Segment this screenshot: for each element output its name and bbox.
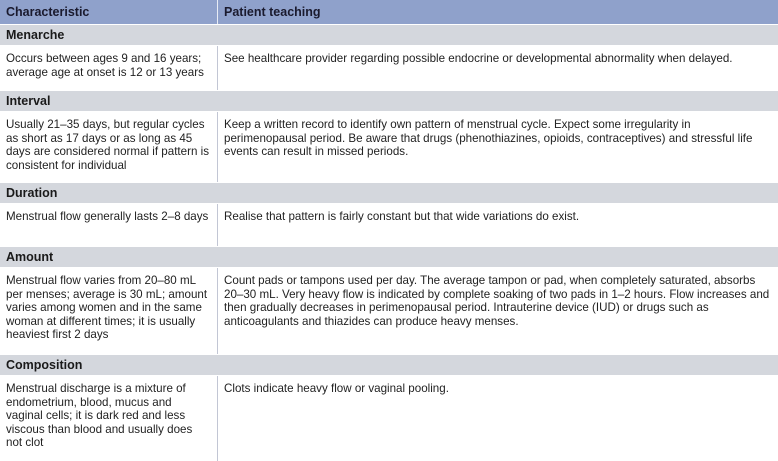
teaching-cell: Keep a written record to identify own pattern of menstrual cycle. Expect some irregularity in perimenopausal period. Be aware that drugs (phenothiazines, opioids, contraceptives) and stressful life events can result in missed periods. — [217, 112, 778, 182]
section-header-amount — [0, 246, 778, 268]
header-characteristic: Characteristic — [6, 5, 90, 19]
section-header-duration — [0, 182, 778, 204]
characteristic-cell: Usually 21–35 days, but regular cycles as short as 17 days or as long as 45 days are considered normal if pattern is consistent for individual — [6, 118, 209, 172]
teaching-cell: See healthcare provider regarding possible endocrine or developmental abnormality when delayed. — [217, 46, 778, 90]
section-title: Duration — [6, 186, 58, 200]
section-title: Amount — [6, 250, 54, 264]
teaching-cell: Count pads or tampons used per day. The average tampon or pad, when completely saturated, absorbs 20–30 mL. Very heavy flow is indicated by complete soaking of two pads in 1–2 hours. Flow increases and then gradually decreases in perimenopausal period. Intrauterine device (IUD) or drugs such as anticoagulants and thiazides can produce heavy menses. — [217, 268, 778, 354]
characteristic-cell: Occurs between ages 9 and 16 years; average age at onset is 12 or 13 years — [6, 52, 204, 79]
section-header-composition — [0, 354, 778, 376]
header-patient-teaching: Patient teaching — [217, 0, 778, 24]
section-title: Menarche — [6, 28, 65, 42]
section-header-menarche — [0, 24, 778, 46]
characteristic-cell: Menstrual discharge is a mixture of endometrium, blood, mucus and vaginal cells; it is dark red and less viscous than blood and usually does not clot — [6, 382, 193, 449]
table-row — [0, 112, 778, 182]
teaching-cell: Realise that pattern is fairly constant but that wide variations do exist. — [217, 204, 778, 246]
table-row — [0, 46, 778, 90]
table-row — [0, 204, 778, 246]
table-header-row — [0, 0, 778, 24]
section-title: Composition — [6, 358, 83, 372]
table-row — [0, 268, 778, 354]
section-header-interval — [0, 90, 778, 112]
characteristic-cell: Menstrual flow varies from 20–80 mL per menses; average is 30 mL; amount varies among women and in the same woman at different times; it is usually heaviest first 2 days — [6, 274, 208, 341]
characteristic-cell: Menstrual flow generally lasts 2–8 days — [6, 210, 209, 223]
teaching-cell: Clots indicate heavy flow or vaginal pooling. — [217, 376, 778, 461]
section-title: Interval — [6, 94, 51, 108]
table-row — [0, 376, 778, 461]
